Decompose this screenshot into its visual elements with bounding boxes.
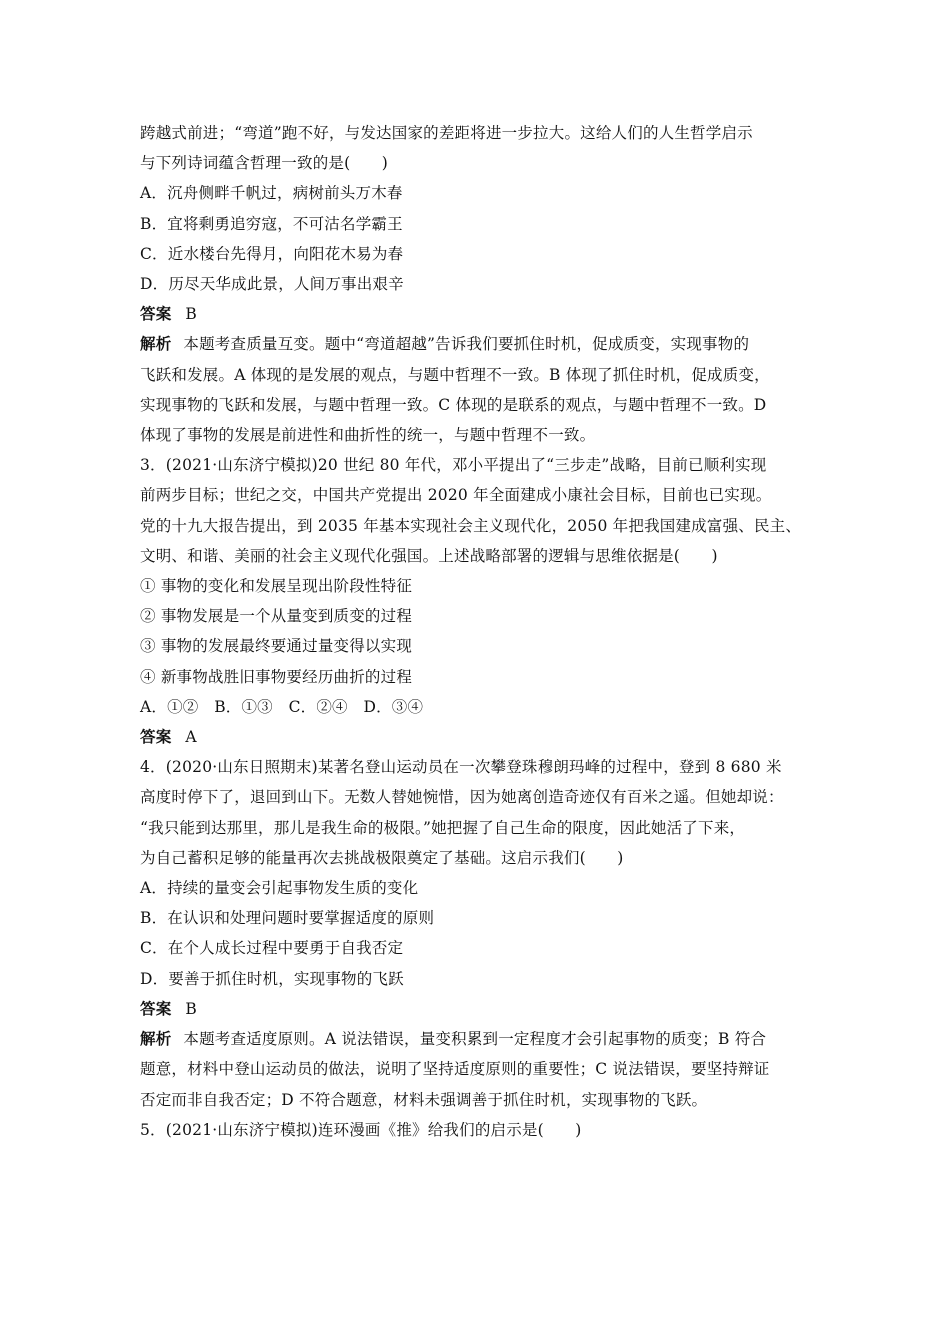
- answer-label: 答案: [140, 727, 172, 747]
- analysis-text: 本题考查质量互变。题中“弯道超越”告诉我们要抓住时机，促成质变，实现事物的: [183, 335, 750, 354]
- question-4: [140, 752, 830, 1114]
- question-stem-line: “我只能到达那里，那儿是我生命的极限。”她把握了自己生命的限度，因此她活了下来，: [140, 818, 746, 837]
- analysis-line: [140, 1024, 830, 1054]
- analysis-label: 解析: [140, 334, 172, 354]
- analysis-line: [140, 329, 830, 359]
- statement-item: ③ 事物的发展最终要通过量变得以实现: [140, 637, 413, 656]
- question-stem-line: 前两步目标；世纪之交，中国共产党提出 2020 年全面建成小康社会目标，目前也已实现。: [140, 486, 772, 505]
- analysis-text: 否定而非自我否定；D 不符合题意，材料未强调善于抓住时机，实现事物的飞跃。: [140, 1090, 708, 1109]
- answer-line: [140, 299, 830, 329]
- answer-value: B: [185, 999, 197, 1018]
- option-b: B．在认识和处理问题时要掌握适度的原则: [140, 909, 435, 928]
- analysis-text: 体现了事物的发展是前进性和曲折性的统一，与题中哲理不一致。: [140, 426, 596, 445]
- question-stem-line: 党的十九大报告提出，到 2035 年基本实现社会主义现代化，2050 年把我国建成富强、民主、: [140, 516, 802, 535]
- statement-item: ① 事物的变化和发展呈现出阶段性特征: [140, 577, 413, 596]
- question-2: [140, 118, 830, 450]
- statement-item: ② 事物发展是一个从量变到质变的过程: [140, 607, 413, 626]
- question-stem-line: 文明、和谐、美丽的社会主义现代化强国。上述战略部署的逻辑与思维依据是( ): [140, 546, 718, 565]
- analysis-text: 本题考查适度原则。A 说法错误，量变积累到一定程度才会引起事物的质变；B 符合: [183, 1030, 767, 1049]
- option-c: C．近水楼台先得月，向阳花木易为春: [140, 244, 404, 263]
- question-stem-line: 与下列诗词蕴含哲理一致的是( ): [140, 154, 388, 173]
- question-5: [140, 1115, 830, 1145]
- answer-label: 答案: [140, 998, 172, 1018]
- option-b: B．宜将剩勇追穷寇，不可沽名学霸王: [140, 214, 403, 233]
- answer-label: 答案: [140, 304, 172, 324]
- answer-line: [140, 994, 830, 1024]
- question-stem-line: 跨越式前进；“弯道”跑不好，与发达国家的差距将进一步拉大。这给人们的人生哲学启示: [140, 124, 753, 142]
- question-stem-line: 4．(2020·山东日照期末)某著名登山运动员在一次攀登珠穆朗玛峰的过程中，登到 8 680 米: [140, 758, 782, 777]
- question-stem-line: 高度时停下了，退回到山下。无数人替她惋惜，因为她离创造奇迹仅有百米之遥。但她却说：: [140, 788, 784, 807]
- option-c: C．在个人成长过程中要勇于自我否定: [140, 939, 404, 958]
- answer-value: B: [185, 305, 197, 324]
- answer-line: [140, 722, 830, 752]
- option-d: D．要善于抓住时机，实现事物的飞跃: [140, 969, 404, 988]
- analysis-text: 实现事物的飞跃和发展，与题中哲理一致。C 体现的是联系的观点，与题中哲理不一致。D: [140, 395, 767, 414]
- question-stem-line: 3．(2021·山东济宁模拟)20 世纪 80 年代，邓小平提出了“三步走”战略，目前已顺利实现: [140, 456, 767, 475]
- question-3: [140, 450, 830, 752]
- answer-value: A: [185, 728, 197, 747]
- option-a: A．沉舟侧畔千帆过，病树前头万木春: [140, 184, 403, 203]
- document-page: [140, 118, 830, 1145]
- analysis-text: 飞跃和发展。A 体现的是发展的观点，与题中哲理不一致。B 体现了抓住时机，促成质变，: [140, 365, 770, 384]
- choices-line: A．①② B．①③ C．②④ D．③④: [140, 697, 424, 716]
- analysis-label: 解析: [140, 1029, 172, 1049]
- statement-item: ④ 新事物战胜旧事物要经历曲折的过程: [140, 667, 413, 686]
- question-stem-line: 为自己蓄积足够的能量再次去挑战极限奠定了基础。这启示我们( ): [140, 848, 624, 867]
- option-d: D．历尽天华成此景，人间万事出艰辛: [140, 275, 404, 294]
- analysis-text: 题意，材料中登山运动员的做法，说明了坚持适度原则的重要性；C 说法错误，要坚持辩证: [140, 1060, 770, 1079]
- question-stem-line: 5．(2021·山东济宁模拟)连环漫画《推》给我们的启示是( ): [140, 1120, 582, 1139]
- option-a: A．持续的量变会引起事物发生质的变化: [140, 879, 419, 898]
